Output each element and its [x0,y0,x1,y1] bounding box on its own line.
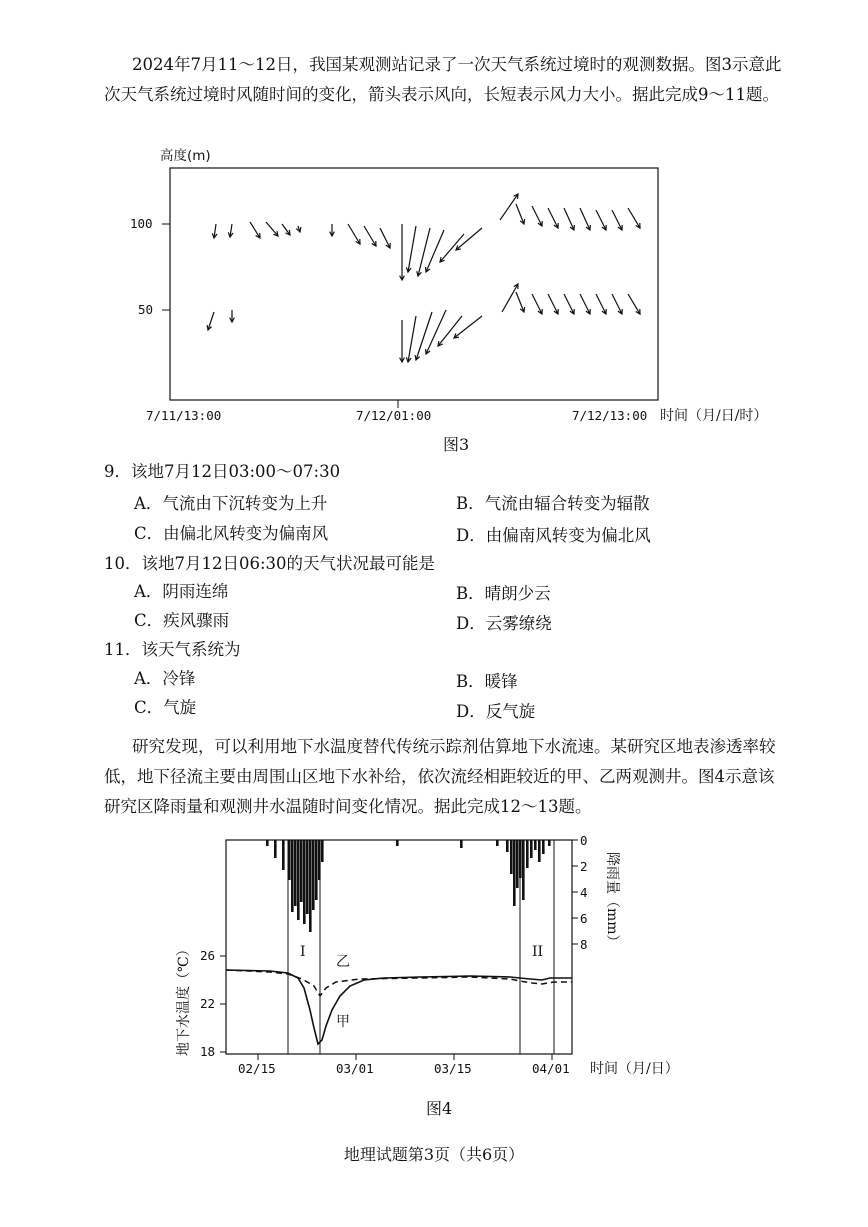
wind-arrow [380,228,390,248]
rainfall-bar [460,840,463,848]
fig3-ytick-100: 100 [130,216,153,231]
question-11-option-d: D．反气旋 [456,702,536,721]
rainfall-bar [312,840,315,910]
wind-arrow [564,294,574,314]
fig3-wind-arrows [207,194,640,362]
wind-arrow [500,194,518,220]
rainfall-bar [538,840,541,862]
rainfall-bar [519,840,522,878]
intro-paragraph-2: 研究发现，可以利用地下水温度替代传统示踪剂估算地下水流速。某研究区地表渗透率较低，地下径流主要由周围山区地下水补给，依次流经相距较近的甲、乙两观测井。图4示意该研究区降雨量和观测井水温随时间变化情况。据此完成12～13题。 [104,737,776,816]
rainfall-bar [516,840,519,888]
rainfall-bar [288,840,291,880]
rainfall-bar [303,840,306,924]
rainfall-bar [526,840,529,868]
rainfall-bar [318,840,321,880]
wind-arrow [250,222,260,238]
wind-arrow [426,230,444,272]
fig4-series-label-yi: 乙 [336,954,350,970]
question-9-option-b: B．气流由辐合转变为辐散 [456,494,650,513]
rainfall-bar [315,840,318,900]
wind-arrow [532,206,542,226]
rainfall-bar [291,840,294,912]
fig4-period-label-1: I [300,944,306,960]
rainfall-bar [496,840,499,846]
fig4-period-label-2: II [532,944,544,960]
fig4-right-tick-2: 2 [580,859,588,874]
wind-arrow [628,294,640,314]
fig4-x-axis-label: 时间（月/日） [590,1061,679,1077]
wind-arrow [580,294,590,314]
wind-arrow [440,234,464,262]
question-11-stem: 11．该天气系统为 [104,640,241,659]
fig4-left-tick-26: 26 [200,948,216,963]
rainfall-bar [306,840,309,914]
wind-arrow [408,226,416,272]
question-10-option-d: D．云雾缭绕 [456,614,552,633]
fig4-rainfall-bars [266,840,551,932]
wind-arrow [502,284,518,312]
wind-arrow [532,294,542,314]
figure-4-rain-temp-chart [170,832,730,1080]
rainfall-bar [300,840,303,902]
question-9-option-c: C．由偏北风转变为偏南风 [134,524,329,543]
wind-arrow [408,316,416,362]
rainfall-bar [510,840,513,874]
fig4-right-tick-0: 0 [580,833,588,848]
question-10-option-a: A．阴雨连绵 [134,582,229,601]
rainfall-bar [548,840,551,846]
wind-arrow [612,210,622,230]
rainfall-bar [274,840,277,858]
wind-arrow [580,208,590,230]
wind-arrow [548,294,558,314]
page-footer: 地理试题第3页（共6页） [343,1145,525,1164]
wind-arrow [564,208,574,230]
wind-arrow [364,226,376,246]
question-10-stem: 10．该地7月12日06:30的天气状况最可能是 [104,554,436,573]
question-11-option-a: A．冷锋 [134,669,196,688]
rainfall-bar [534,840,537,850]
rainfall-bar [309,840,312,932]
question-11-option-b: B．暖锋 [456,672,518,691]
rainfall-bar [266,840,269,846]
rainfall-bar [297,840,300,920]
figure-3-caption: 图3 [443,435,470,454]
fig4-right-axis-label: 降雨量（mm） [604,852,620,949]
fig4-right-tick-6: 6 [580,911,588,926]
fig4-xtick-0215: 02/15 [238,1061,276,1076]
wind-arrow [596,210,606,230]
rainfall-bar [522,840,525,900]
fig3-ytick-50: 50 [138,302,154,317]
question-10-option-c: C．疾风骤雨 [134,611,230,630]
wind-arrow [416,312,432,360]
wind-arrow [628,208,640,228]
fig3-xtick-3: 7/12/13:00 [572,408,648,423]
rainfall-bar [530,840,533,858]
fig4-left-tick-18: 18 [200,1044,216,1059]
rainfall-bar [506,840,509,852]
fig3-xtick-1: 7/11/13:00 [146,408,222,423]
rainfall-bar [282,840,285,870]
fig4-xtick-0315: 03/15 [434,1061,472,1076]
rainfall-bar [294,840,297,906]
wind-arrow [426,310,446,354]
wind-arrow [348,224,360,244]
fig4-right-tick-4: 4 [580,885,588,900]
question-9-stem: 9．该地7月12日03:00～07:30 [104,462,341,481]
rainfall-bar [321,840,324,862]
fig4-left-tick-22: 22 [200,996,216,1011]
wind-arrow [266,222,278,236]
wind-arrow [548,208,558,228]
figure-4-caption: 图4 [426,1099,453,1118]
fig3-xtick-2: 7/12/01:00 [356,408,432,423]
fig4-series-label-jia: 甲 [336,1014,350,1030]
fig4-left-axis-label: 地下水温度（℃） [176,942,192,1056]
question-9-option-d: D．由偏南风转变为偏北风 [456,526,651,545]
fig3-x-axis-label: 时间（月/日/时） [660,408,768,424]
wind-arrow [596,294,606,314]
fig4-xtick-0401: 04/01 [532,1061,570,1076]
fig4-xtick-0301: 03/01 [336,1061,374,1076]
fig3-y-axis-label: 高度(m) [160,148,211,164]
intro-paragraph-1: 2024年7月11～12日，我国某观测站记录了一次天气系统过境时的观测数据。图3示意此次天气系统过境时风随时间的变化，箭头表示风向，长短表示风力大小。据此完成9～11题。 [104,55,782,104]
rainfall-bar [513,840,516,906]
wind-arrow [612,294,622,314]
wind-arrow [454,316,482,338]
wind-arrow [418,228,430,276]
question-11-option-c: C．气旋 [134,698,197,717]
question-9-option-a: A．气流由下沉转变为上升 [134,494,328,513]
rainfall-bar [396,840,399,846]
question-10-option-b: B．晴朗少云 [456,584,551,603]
fig4-right-tick-8: 8 [580,937,588,952]
figure-3-wind-chart [120,140,800,440]
rainfall-bar [542,840,545,854]
